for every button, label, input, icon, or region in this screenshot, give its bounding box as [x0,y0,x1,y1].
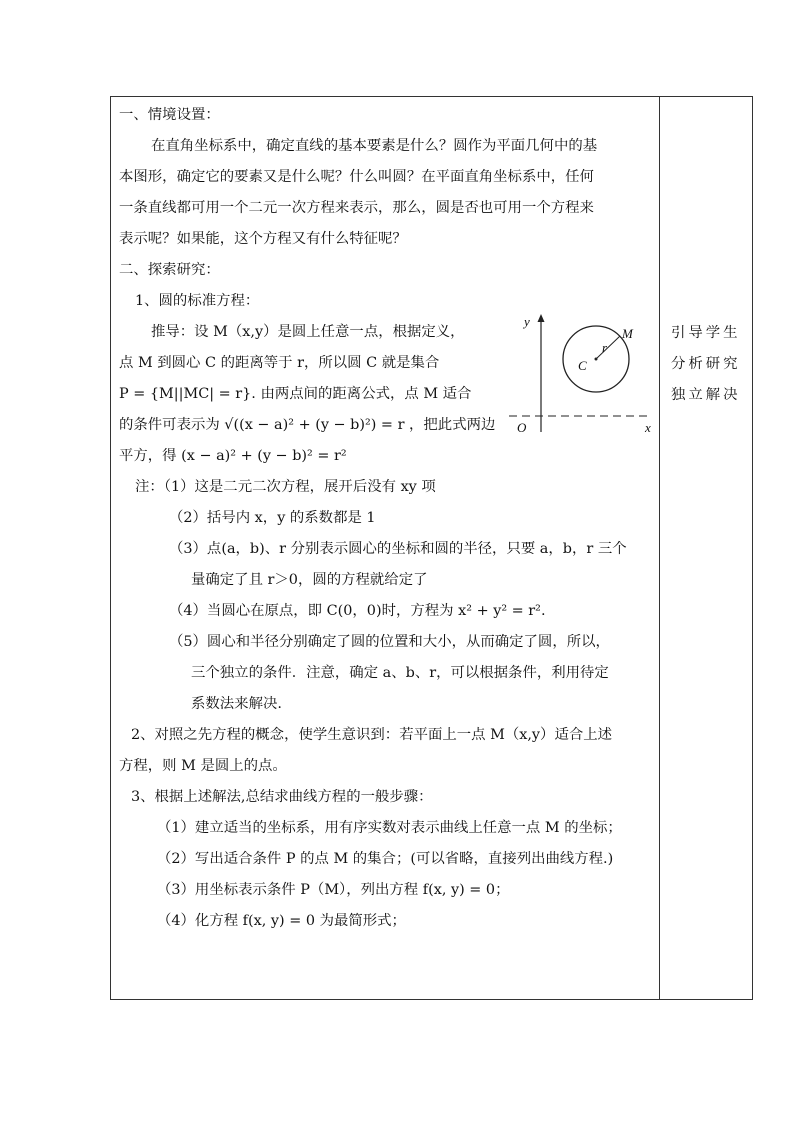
item3-title: 3、根据上述解法,总结求曲线方程的一般步骤： [131,789,433,805]
derivation-line: 点 M 到圆心 C 的距离等于 r，所以圆 C 就是集合 [119,355,440,371]
note-line: （3）点(a，b)、r 分别表示圆心的坐标和圆的半径，只要 a，b，r 三个 [169,541,627,557]
section1-heading: 一、情境设置： [119,107,220,123]
side-note-line: 分析研究 [671,356,741,372]
column-divider [659,97,660,999]
item1-title: 1、圆的标准方程： [135,293,260,309]
note-line: （4）当圆心在原点，即 C(0，0)时，方程为 x² + y² = r². [169,603,546,619]
derivation-line: P = {M||MC| = r}. 由两点间的距离公式，点 M 适合 [119,386,472,402]
note-line: 注：（1）这是二元二次方程，展开后没有 xy 项 [135,479,436,495]
step-line: （1）建立适当的坐标系，用有序实数对表示曲线上任意一点 M 的坐标； [157,820,622,836]
side-note-line: 独立解决 [671,387,741,403]
derivation-line: 推导：设 M（x,y）是圆上任意一点，根据定义， [151,324,465,340]
note-line: 三个独立的条件．注意，确定 a、b、r，可以根据条件，利用待定 [191,665,609,681]
step-line: （4）化方程 f(x, y) = 0 为最简形式； [157,913,406,929]
note-line: 量确定了且 r＞0，圆的方程就给定了 [191,572,428,588]
radius-label: r [602,340,608,355]
center-label: C [578,358,587,373]
point-label: M [622,326,633,341]
origin-label: O [517,420,527,435]
teaching-content-cell [119,100,655,996]
section2-heading: 二、探索研究： [119,262,220,278]
item2-line: 方程，则 M 是圆上的点。 [119,758,287,774]
radius-line [596,336,620,359]
section1-line: 一条直线都可用一个二元一次方程来表示，那么，圆是否也可用一个方程来 [119,200,594,216]
center-dot [595,358,598,361]
side-note-line: 引导学生 [671,325,741,341]
note-line: 系数法来解决. [191,696,282,712]
y-axis-arrow-icon [538,314,545,322]
derivation-line: 的条件可表示为 √((x − a)² + (y − b)²) = r ，把此式两边 [119,417,496,433]
teaching-method-cell [671,318,751,411]
y-axis-label: y [524,314,530,329]
derivation-line: 平方，得 (x − a)² + (y − b)² = r² [119,448,347,464]
x-axis-label: x [645,420,651,435]
section1-line: 表示呢？如果能，这个方程又有什么特征呢？ [119,231,407,247]
lesson-table [110,96,753,1000]
step-line: （3）用坐标表示条件 P（M），列出方程 f(x, y) = 0； [157,882,510,898]
step-line: （2）写出适合条件 P 的点 M 的集合；(可以省略，直接列出曲线方程.) [157,851,614,867]
circle-diagram [509,310,659,440]
item2-line: 2、对照之先方程的概念，使学生意识到：若平面上一点 M（x,y）适合上述 [131,727,613,743]
section1-line: 本图形，确定它的要素又是什么呢？什么叫圆？在平面直角坐标系中，任何 [119,169,594,185]
note-line: （2）括号内 x，y 的系数都是 1 [169,510,376,526]
note-line: （5）圆心和半径分别确定了圆的位置和大小，从而确定了圆，所以， [169,634,610,650]
section1-line: 在直角坐标系中，确定直线的基本要素是什么？圆作为平面几何中的基 [151,138,598,154]
